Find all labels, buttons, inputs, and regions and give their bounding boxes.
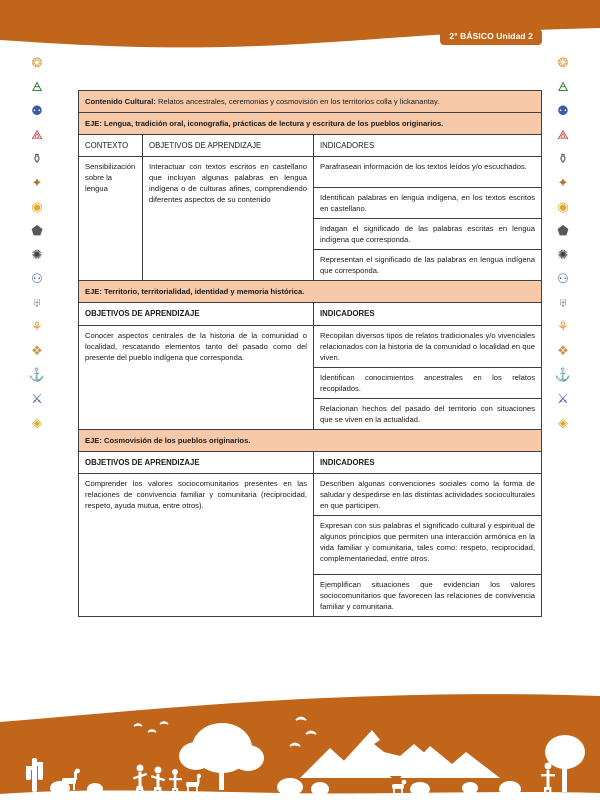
column-header-objetivos: OBJETIVOS DE APRENDIZAJE <box>79 451 314 473</box>
indicador-cell: Representan el significado de las palabras en lengua indígena que corresponda. <box>314 250 542 281</box>
table-row <box>79 157 542 188</box>
sun-circle-icon: ◈ <box>32 414 42 430</box>
indicador-cell: Expresan con sus palabras el significado cultural y espiritual de algunos principios que permiten una interacción armónica en la vida familiar y comunitaria, tales como: respeto, reciprocidad, complementariedad, entre otros. <box>314 515 542 574</box>
indicador-cell: Identifican conocimientos ancestrales en los relatos recopilados. <box>314 367 542 398</box>
objetivo-cell-2: Conocer aspectos centrales de la historia de la comunidad o localidad, rescatando elementos tanto del pasado como del presente del pueblo indígena que corresponda. <box>79 325 314 429</box>
curriculum-table <box>78 90 542 617</box>
indicador-cell: Ejemplifican situaciones que evidencian los valores sociocomunitarios que favorecen las relaciones de convivencia familiar y comunitaria. <box>314 574 542 616</box>
column-header-indicadores: INDICADORES <box>314 135 542 157</box>
right-decoration-column <box>540 55 586 715</box>
human-figure-icon: ⚔ <box>557 390 569 406</box>
objetivo-cell-1: Interactuar con textos escritos en castellano que incluyan algunas palabras en lengua indígena o de culturas afines, comprendiendo diferentes aspectos de su contenido <box>143 157 314 281</box>
bird-figure-icon: 🜁 <box>31 78 43 94</box>
fox-icon: ⟁ <box>557 126 569 142</box>
column-header-indicadores: INDICADORES <box>314 451 542 473</box>
unit-badge: 2° BÁSICO Unidad 2 <box>440 29 542 45</box>
mask-figure-icon: ⚇ <box>557 270 569 286</box>
spiral-figure-icon: ❂ <box>31 54 43 70</box>
table-row <box>79 325 542 367</box>
left-decoration-column <box>14 55 60 715</box>
indicador-cell: Indagan el significado de las palabras escritas en lengua indígena que corresponda. <box>314 219 542 250</box>
bird-figure-icon: 🜁 <box>557 78 569 94</box>
headdress-figure-icon: ♅ <box>32 294 42 310</box>
column-header-objetivos: OBJETIVOS DE APRENDIZAJE <box>143 135 314 157</box>
table-row <box>79 135 542 157</box>
indicador-cell: Parafrasean información de los textos leídos y/o escuchados. <box>314 157 542 188</box>
table-row <box>79 113 542 135</box>
llama-icon: ⚘ <box>31 318 43 334</box>
table-row <box>79 451 542 473</box>
lizard-icon: ✦ <box>31 174 43 190</box>
fox-icon: ⟁ <box>31 126 43 142</box>
shaman-figure-icon: ⚱ <box>557 150 569 166</box>
contenido-cultural-text: Relatos ancestrales, ceremonias y cosmovisión en los territorios colla y lickanantay. <box>155 97 440 106</box>
headdress-figure-icon: ♅ <box>558 294 568 310</box>
bird-figure-icon: ⚓ <box>554 366 572 382</box>
turtle-icon: ❖ <box>31 342 43 358</box>
lizard-icon: ✦ <box>557 174 569 190</box>
sun-circle-icon: ◉ <box>31 198 43 214</box>
column-header-contexto: CONTEXTO <box>79 135 143 157</box>
vessel-icon: ⬟ <box>557 222 569 238</box>
bird-figure-icon: ⚓ <box>28 366 46 382</box>
bottom-landscape-band <box>0 690 600 800</box>
contexto-cell-1: Sensibilización sobre la lengua <box>79 157 143 281</box>
star-burst-icon: ✺ <box>31 246 43 262</box>
contenido-cultural-cell <box>79 91 542 113</box>
shaman-figure-icon: ⚱ <box>31 150 43 166</box>
sun-circle-icon: ◉ <box>557 198 569 214</box>
vessel-icon: ⬟ <box>31 222 43 238</box>
turtle-icon: ❖ <box>557 342 569 358</box>
table-row <box>79 281 542 303</box>
mask-figure-icon: ⚇ <box>31 270 43 286</box>
contenido-cultural-label: Contenido Cultural: <box>85 97 156 106</box>
spiral-figure-icon: ❂ <box>557 54 569 70</box>
llama-icon: ⚘ <box>557 318 569 334</box>
column-header-indicadores: INDICADORES <box>314 303 542 325</box>
indicador-cell: Describen algunas convenciones sociales como la forma de saludar y despedirse en las distintas actividades socioculturales en que participen. <box>314 473 542 515</box>
indicador-cell: Relacionan hechos del pasado del territorio con situaciones que se viven en la actualidad. <box>314 398 542 429</box>
table-row <box>79 303 542 325</box>
human-figure-icon: ⚉ <box>557 102 569 118</box>
human-figure-icon: ⚔ <box>31 390 43 406</box>
human-figure-icon: ⚉ <box>31 102 43 118</box>
star-burst-icon: ✺ <box>557 246 569 262</box>
sun-circle-icon: ◈ <box>558 414 568 430</box>
objetivo-cell-3: Comprender los valores sociocomunitarios presentes en las relaciones de convivencia familiar y comunitaria (reciprocidad, respeto, ayuda mutua, entre otros). <box>79 473 314 616</box>
table-row <box>79 91 542 113</box>
eje-band-2: EJE: Territorio, territorialidad, identidad y memoria histórica. <box>79 281 542 303</box>
table-row <box>79 429 542 451</box>
indicador-cell: Recopilan diversos tipos de relatos tradicionales y/o vivenciales relacionados con la historia de la comunidad o localidad en que viven. <box>314 325 542 367</box>
eje-band-1: EJE: Lengua, tradición oral, iconografía, prácticas de lectura y escritura de los pueblos originarios. <box>79 113 542 135</box>
eje-band-3: EJE: Cosmovisión de los pueblos originarios. <box>79 429 542 451</box>
table-row <box>79 473 542 515</box>
indicador-cell: Identifican palabras en lengua indígena, en los textos escritos en castellano. <box>314 188 542 219</box>
column-header-objetivos: OBJETIVOS DE APRENDIZAJE <box>79 303 314 325</box>
